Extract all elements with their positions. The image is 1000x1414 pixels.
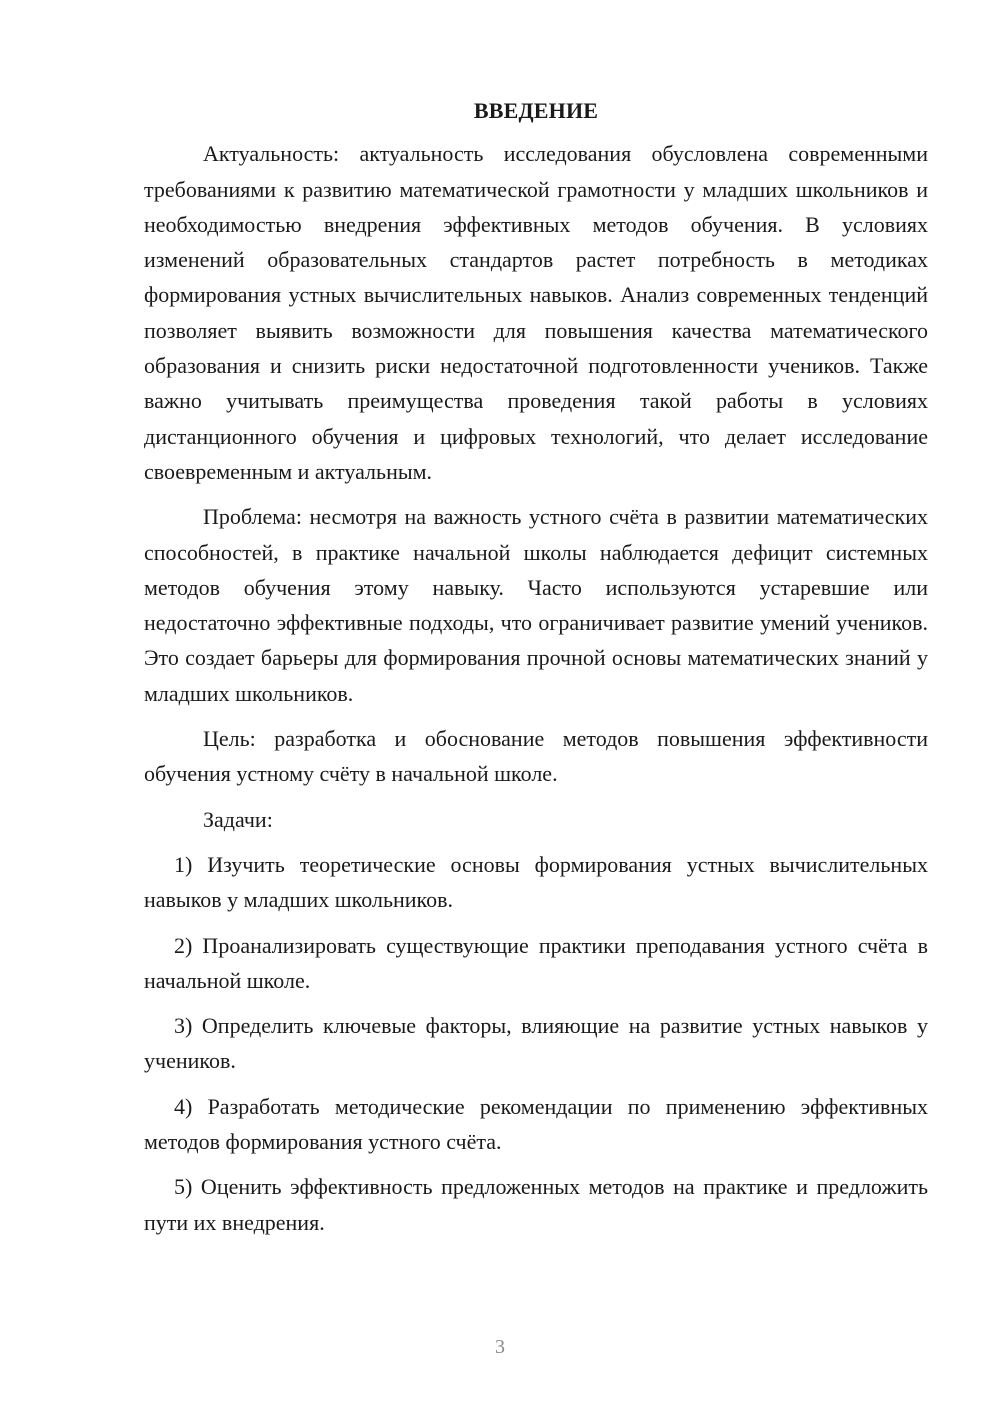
page-body bbox=[144, 93, 928, 1250]
page-number: 3 bbox=[495, 1336, 505, 1358]
tasks-label: Задачи: bbox=[203, 806, 273, 832]
task-item-1: 1) Изучить теоретические основы формирования устных вычислительных навыков у младших школьников. bbox=[144, 851, 928, 913]
task-item-4: 4) Разработать методические рекомендации по применению эффективных методов формирования устного счёта. bbox=[144, 1093, 928, 1155]
goal-paragraph: Цель: разработка и обоснование методов повышения эффективности обучения устному счёту в начальной школе. bbox=[144, 726, 928, 787]
relevance-paragraph: Актуальность: актуальность исследования обусловлена современными требованиями к развитию математической грамотности у младших школьников и необходимостью внедрения эффективных методов обучения. В условиях изменений образовательных стандартов растет потребность в методиках формирования устных вычислительных навыков. Анализ современных тенденций позволяет выявить возможности для повышения качества математического образования и снизить риски недостаточной подготовленности учеников. Также важно учитывать преимущества проведения такой работы в условиях дистанционного обучения и цифровых технологий, что делает исследование своевременным и актуальным. bbox=[144, 141, 928, 484]
problem-paragraph: Проблема: несмотря на важность устного счёта в развитии математических способностей, в практике начальной школы наблюдается дефицит системных методов обучения этому навыку. Часто используются устаревшие или недостаточно эффективные подходы, что ограничивает развитие умений учеников. Это создает барьеры для формирования прочной основы математических знаний у младших школьников. bbox=[144, 504, 928, 706]
task-item-5: 5) Оценить эффективность предложенных методов на практике и предложить пути их внедрения. bbox=[144, 1174, 928, 1235]
task-item-2: 2) Проанализировать существующие практики преподавания устного счёта в начальной школе. bbox=[144, 932, 928, 993]
section-title: ВВЕДЕНИЕ bbox=[473, 98, 599, 123]
tasks-list bbox=[144, 847, 928, 1240]
task-item-3: 3) Определить ключевые факторы, влияющие на развитие устных навыков у учеников. bbox=[144, 1013, 928, 1074]
